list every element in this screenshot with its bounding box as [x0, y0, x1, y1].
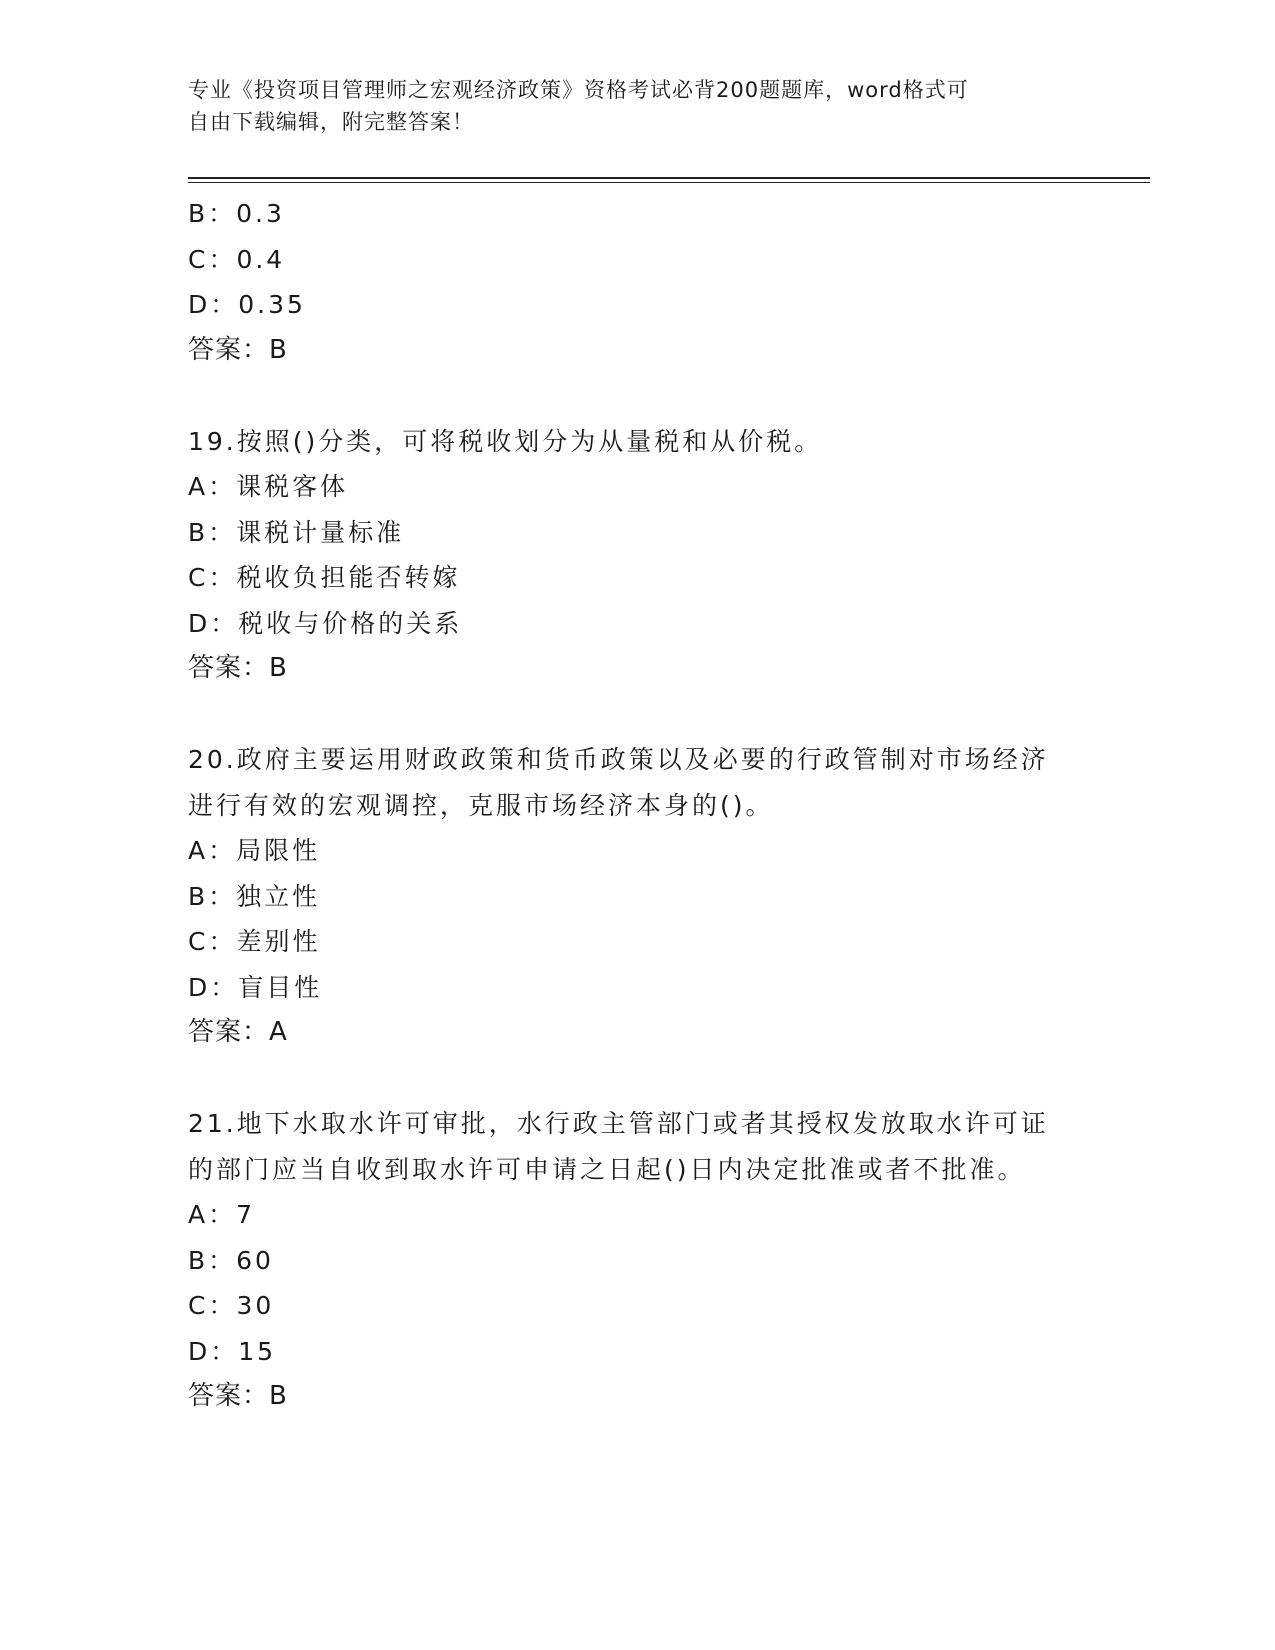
option-d: D：盲目性 — [188, 972, 323, 1002]
question-18-tail — [188, 191, 1128, 373]
option-c: C：差别性 — [188, 927, 321, 956]
option-b: B：独立性 — [188, 881, 321, 911]
question-list — [188, 191, 1128, 1420]
header-divider-thick — [188, 177, 1150, 179]
question-19 — [188, 419, 1128, 692]
question-stem: 19.按照()分类，可将税收划分为从量税和从价税。 — [188, 426, 823, 456]
option-c: C：税收负担能否转嫁 — [188, 563, 461, 592]
option-d: D：0.35 — [188, 290, 306, 319]
question-stem-continued: 的部门应当自收到取水许可申请之日起()日内决定批准或者不批准。 — [188, 1154, 1026, 1184]
option-d: D：15 — [188, 1336, 277, 1366]
question-21 — [188, 1101, 1128, 1420]
answer: 答案：A — [188, 1017, 288, 1047]
option-a: A：7 — [188, 1200, 256, 1229]
document-header — [188, 74, 1088, 138]
header-divider-thin — [188, 182, 1150, 183]
question-20 — [188, 737, 1128, 1056]
option-b: B：0.3 — [188, 199, 285, 228]
answer: 答案：B — [188, 334, 288, 365]
option-a: A：局限性 — [188, 836, 321, 865]
option-b: B：课税计量标准 — [188, 517, 405, 547]
question-stem-continued: 进行有效的宏观调控，克服市场经济本身的()。 — [188, 790, 774, 820]
spacer — [188, 692, 1128, 738]
answer: 答案：B — [188, 1381, 288, 1411]
answer: 答案：B — [188, 653, 288, 683]
option-c: C：30 — [188, 1291, 275, 1320]
option-a: A：课税客体 — [188, 472, 349, 501]
spacer — [188, 373, 1128, 419]
spacer — [188, 1056, 1128, 1102]
option-b: B：60 — [188, 1245, 274, 1275]
header-title-line-2: 自由下载编辑，附完整答案！ — [188, 110, 474, 134]
question-stem: 20.政府主要运用财政政策和货币政策以及必要的行政管制对市场经济 — [188, 745, 1049, 774]
question-stem: 21.地下水取水许可审批，水行政主管部门或者其授权发放取水许可证 — [188, 1109, 1049, 1138]
option-d: D：税收与价格的关系 — [188, 608, 463, 638]
header-title-line-1: 专业《投资项目管理师之宏观经济政策》资格考试必背200题题库，word格式可 — [188, 78, 969, 102]
option-c: C：0.4 — [188, 244, 286, 274]
